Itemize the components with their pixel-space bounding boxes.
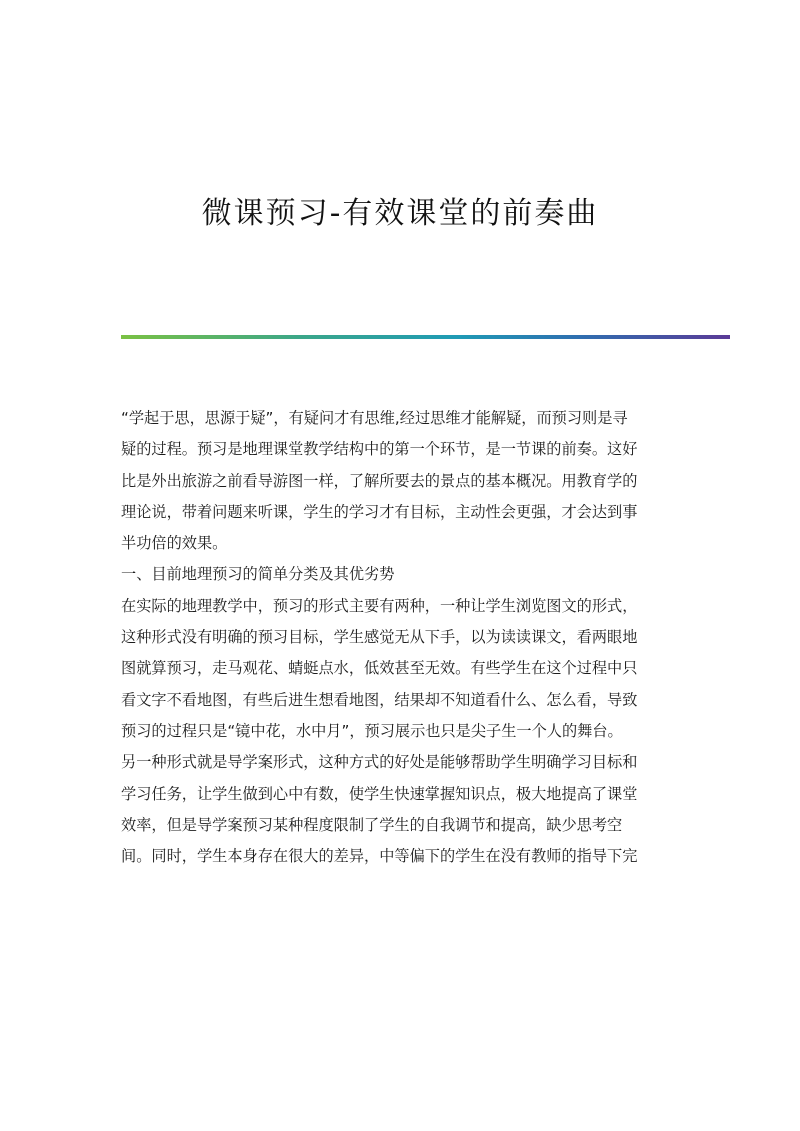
text-line: “学起于思，思源于疑”，有疑问才有思维,经过思维才能解疑，而预习则是寻 — [121, 409, 628, 427]
text-line: 理论说，带着问题来听课，学生的学习才有目标，主动性会更强，才会达到事 — [121, 502, 638, 521]
text-line: 效率，但是导学案预习某种程度限制了学生的自我调节和提高，缺少思考空 — [121, 815, 623, 834]
text-line: 另一种形式就是导学案形式，这种方式的好处是能够帮助学生明确学习目标和 — [121, 753, 638, 772]
section-heading: 一、目前地理预习的简单分类及其优劣势 — [121, 565, 395, 584]
paragraph-intro — [121, 403, 681, 559]
text-line: 图就算预习，走马观花、蜻蜓点水，低效甚至无效。有些学生在这个过程中只 — [121, 659, 638, 678]
text-line: 这种形式没有明确的预习目标，学生感觉无从下手，以为读读课文，看两眼地 — [121, 628, 638, 647]
paragraph-classification — [121, 591, 681, 873]
title-divider — [121, 335, 730, 339]
text-line: 比是外出旅游之前看导游图一样，了解所要去的景点的基本概况。用教育学的 — [121, 471, 638, 490]
text-line: 疑的过程。预习是地理课堂教学结构中的第一个环节，是一节课的前奏。这好 — [121, 440, 638, 459]
document-title: 微课预习-有效课堂的前奏曲 — [201, 196, 599, 231]
text-line: 预习的过程只是“镜中花，水中月”，预习展示也只是尖子生一个人的舞台。 — [121, 721, 623, 740]
text-line: 学习任务，让学生做到心中有数，使学生快速掌握知识点，极大地提高了课堂 — [121, 784, 638, 803]
text-line: 看文字不看地图，有些后进生想看地图，结果却不知道看什么、怎么看，导致 — [121, 690, 638, 709]
text-line: 半功倍的效果。 — [121, 534, 228, 553]
text-line: 在实际的地理教学中，预习的形式主要有两种，一种让学生浏览图文的形式， — [121, 596, 638, 615]
text-line: 间。同时，学生本身存在很大的差异，中等偏下的学生在没有教师的指导下完 — [121, 847, 638, 866]
document-body — [121, 403, 681, 872]
